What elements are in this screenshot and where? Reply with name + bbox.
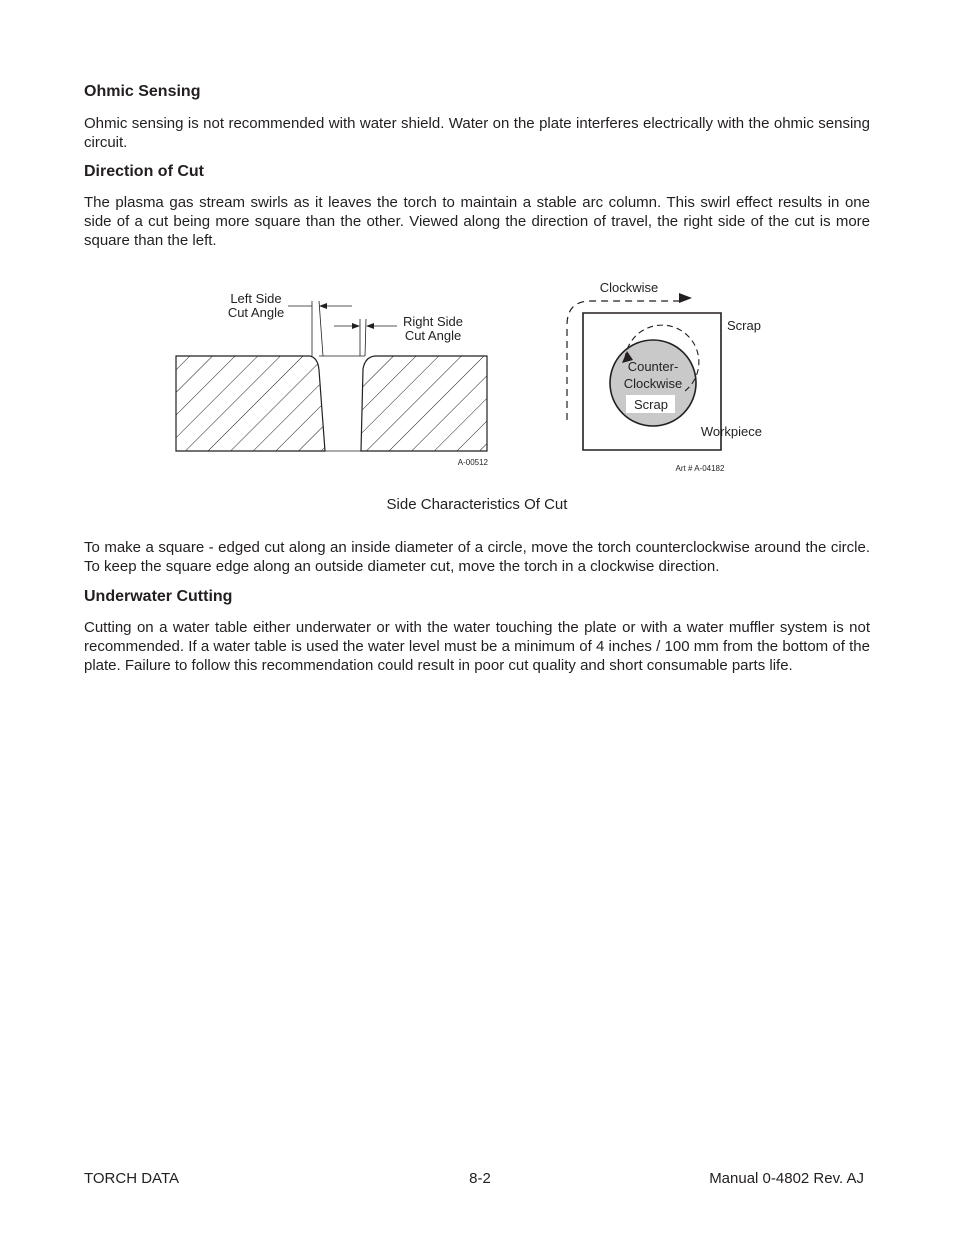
left-side-label-line2: Cut Angle — [227, 305, 285, 320]
left-plate-section — [176, 356, 325, 451]
scrap-outer-label: Scrap — [727, 318, 761, 333]
art-number-right: Art # A-04182 — [675, 464, 725, 473]
rotation-direction-diagram — [555, 275, 775, 480]
footer-page-number: 8-2 — [469, 1170, 491, 1187]
footer-section-title: TORCH DATA — [84, 1170, 180, 1187]
cut-angle-diagram — [170, 285, 500, 470]
right-side-label-line1: Right Side — [403, 314, 463, 329]
scrap-inner-label: Scrap — [634, 397, 668, 412]
footer-manual-revision: Manual 0-4802 Rev. AJ — [709, 1170, 864, 1187]
right-side-label-line2: Cut Angle — [404, 328, 462, 343]
clockwise-arrow-icon — [679, 293, 692, 303]
art-number-left: A-00512 — [457, 458, 488, 467]
figure-caption: Side Characteristics Of Cut — [386, 496, 568, 513]
paragraph-circle-direction: To make a square - edged cut along an inside diameter of a circle, move the torch counterclockwise around the circle. To keep the square edge along an outside diameter cut, move the torch in a clockwise direction. — [84, 539, 870, 575]
counterclockwise-label-line2: Clockwise — [623, 376, 683, 391]
paragraph-ohmic-sensing: Ohmic sensing is not recommended with water shield. Water on the plate interferes electrically with the ohmic sensing circuit. — [84, 115, 870, 151]
counterclockwise-label-line1: Counter- — [627, 359, 679, 374]
right-plate-section — [361, 356, 487, 451]
paragraph-direction-of-cut: The plasma gas stream swirls as it leaves the torch to maintain a stable arc column. This swirl effect results in one side of a cut being more square than the other. Viewed along the direction of travel, the right side of the cut is more square than the left. — [84, 194, 870, 249]
left-side-label-line1: Left Side — [230, 291, 282, 306]
heading-underwater-cutting: Underwater Cutting — [84, 588, 233, 605]
heading-ohmic-sensing: Ohmic Sensing — [84, 83, 201, 100]
heading-direction-of-cut: Direction of Cut — [84, 163, 204, 180]
paragraph-underwater-cutting: Cutting on a water table either underwater or with the water touching the plate or with a water muffler system is not recommended. If a water table is used the water level must be a minimum of 4 inches / 100 mm from the bottom of the plate. Failure to follow this recommendation could result in poor cut quality and short consumable parts life. — [84, 619, 870, 674]
clockwise-label: Clockwise — [599, 280, 659, 295]
workpiece-label: Workpiece — [700, 424, 762, 439]
